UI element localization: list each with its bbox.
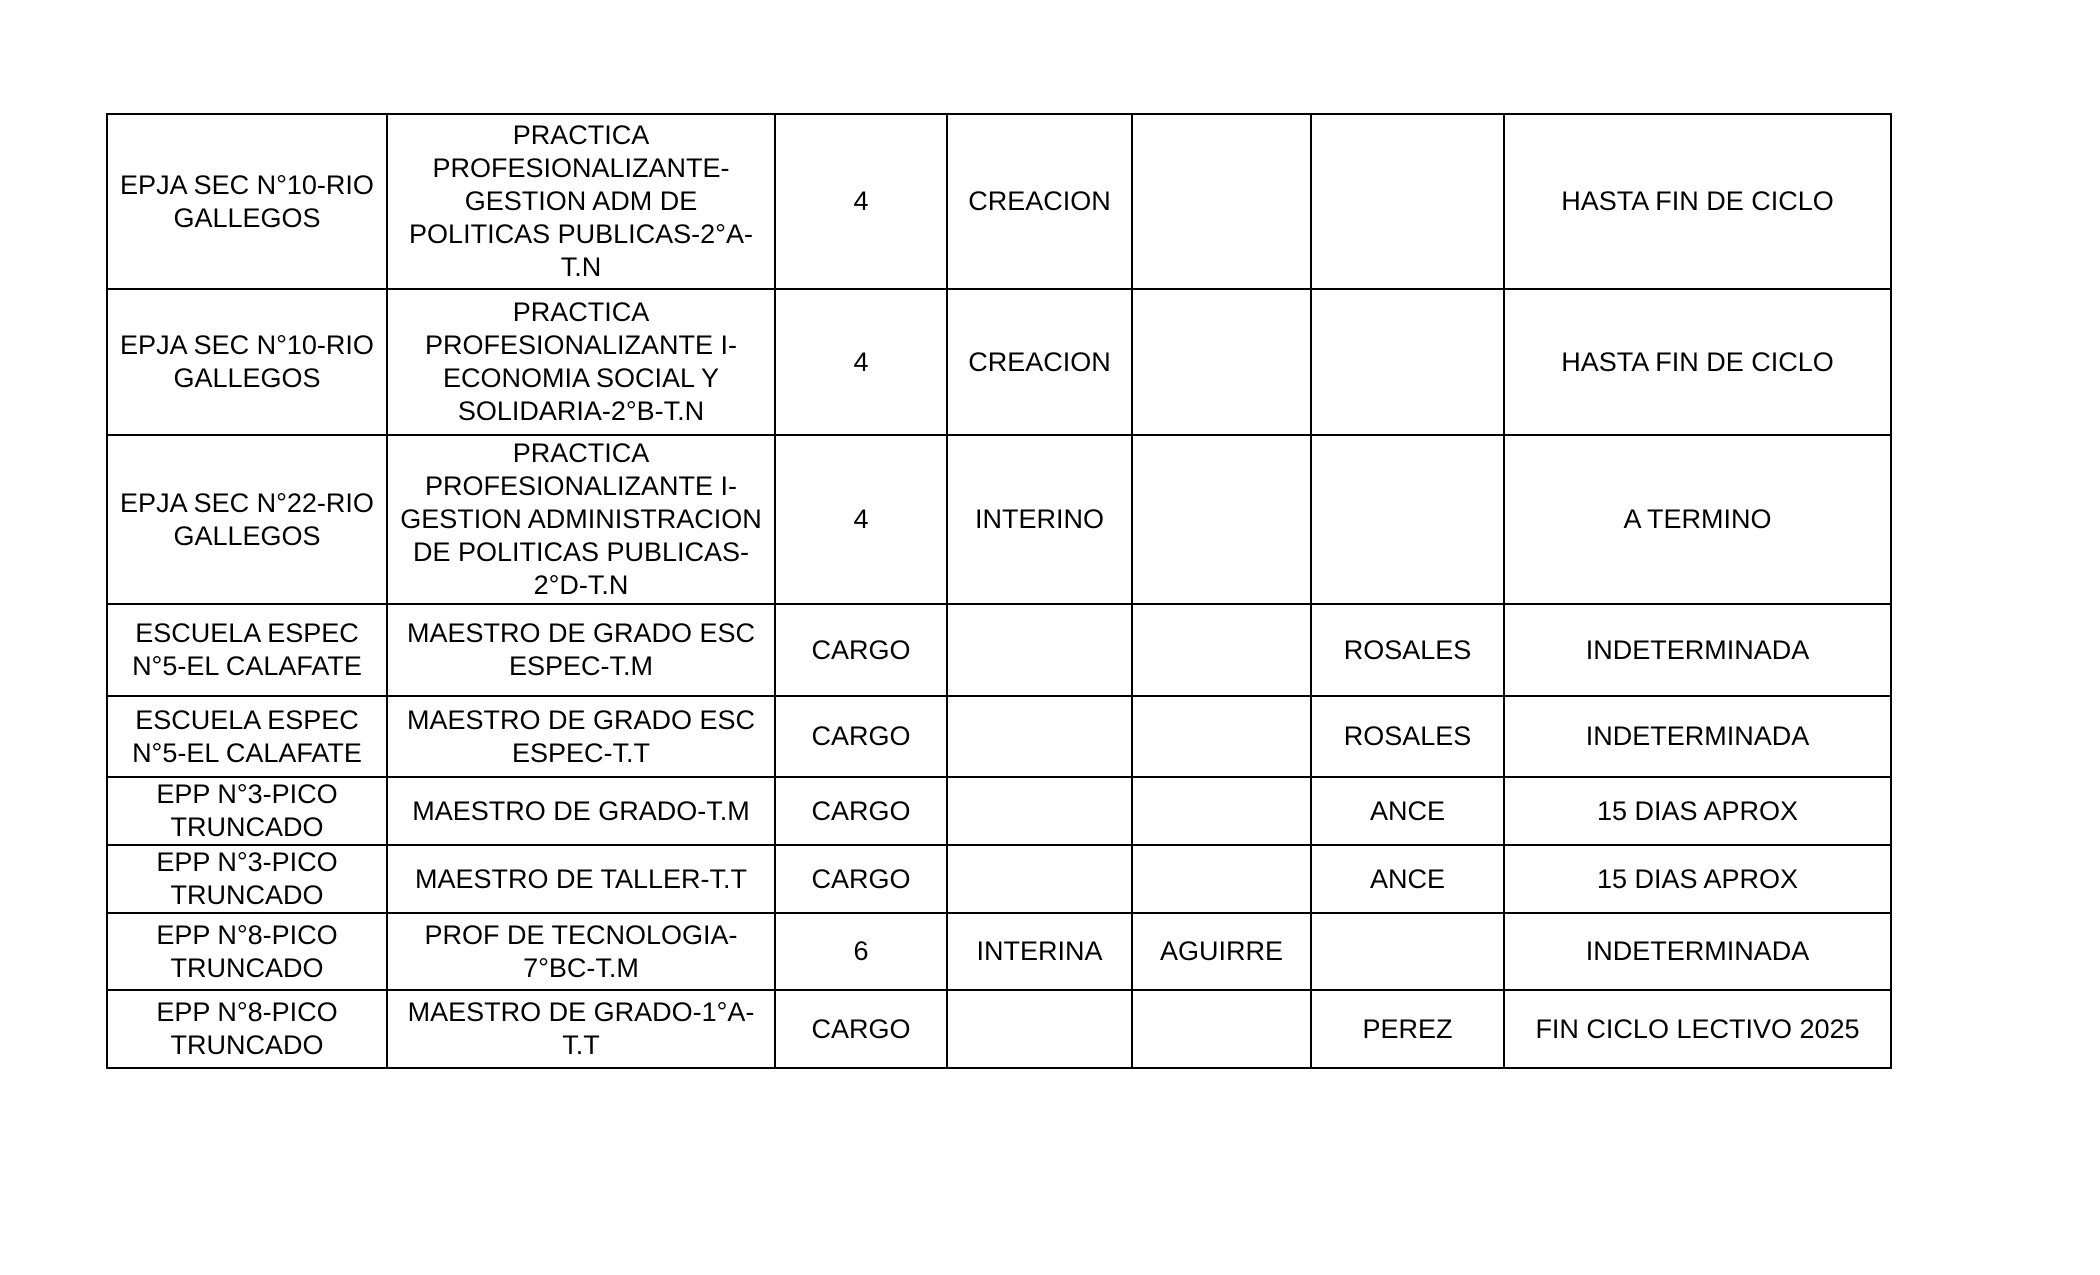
holder-cell: [1132, 845, 1311, 913]
duration-cell: HASTA FIN DE CICLO: [1504, 114, 1891, 289]
school-cell: EPJA SEC N°10-RIO GALLEGOS: [107, 114, 387, 289]
school-cell: EPJA SEC N°22-RIO GALLEGOS: [107, 435, 387, 604]
substitute-cell: PEREZ: [1311, 990, 1504, 1068]
subject-cell: MAESTRO DE GRADO-1°A-T.T: [387, 990, 775, 1068]
status-cell: CREACION: [947, 114, 1132, 289]
hours-cell: 4: [775, 289, 947, 435]
duration-cell: A TERMINO: [1504, 435, 1891, 604]
subject-cell: PRACTICA PROFESIONALIZANTE I-ECONOMIA SOCIAL Y SOLIDARIA-2°B-T.N: [387, 289, 775, 435]
hours-cell: 4: [775, 435, 947, 604]
table-row: [107, 696, 1891, 777]
table-row: [107, 435, 1891, 604]
subject-cell: PRACTICA PROFESIONALIZANTE I-GESTION ADMINISTRACION DE POLITICAS PUBLICAS-2°D-T.N: [387, 435, 775, 604]
subject-cell: PROF DE TECNOLOGIA-7°BC-T.M: [387, 913, 775, 990]
substitute-cell: [1311, 913, 1504, 990]
substitute-cell: ROSALES: [1311, 696, 1504, 777]
duration-cell: 15 DIAS APROX: [1504, 777, 1891, 845]
school-cell: EPP N°8-PICO TRUNCADO: [107, 913, 387, 990]
subject-cell: MAESTRO DE GRADO ESC ESPEC-T.T: [387, 696, 775, 777]
status-cell: INTERINO: [947, 435, 1132, 604]
status-cell: CREACION: [947, 289, 1132, 435]
holder-cell: [1132, 289, 1311, 435]
hours-cell: CARGO: [775, 777, 947, 845]
duration-cell: 15 DIAS APROX: [1504, 845, 1891, 913]
substitute-cell: [1311, 114, 1504, 289]
status-cell: [947, 777, 1132, 845]
hours-cell: CARGO: [775, 604, 947, 696]
table-row: [107, 845, 1891, 913]
status-cell: [947, 845, 1132, 913]
subject-cell: MAESTRO DE GRADO ESC ESPEC-T.M: [387, 604, 775, 696]
substitute-cell: [1311, 435, 1504, 604]
hours-cell: CARGO: [775, 845, 947, 913]
substitute-cell: ANCE: [1311, 845, 1504, 913]
hours-cell: 4: [775, 114, 947, 289]
status-cell: [947, 604, 1132, 696]
school-cell: ESCUELA ESPEC N°5-EL CALAFATE: [107, 696, 387, 777]
status-cell: INTERINA: [947, 913, 1132, 990]
subject-cell: MAESTRO DE TALLER-T.T: [387, 845, 775, 913]
duration-cell: INDETERMINADA: [1504, 696, 1891, 777]
status-cell: [947, 696, 1132, 777]
holder-cell: [1132, 990, 1311, 1068]
duration-cell: INDETERMINADA: [1504, 913, 1891, 990]
vacancy-table: [106, 113, 1892, 1069]
school-cell: EPP N°3-PICO TRUNCADO: [107, 845, 387, 913]
subject-cell: PRACTICA PROFESIONALIZANTE-GESTION ADM DE POLITICAS PUBLICAS-2°A-T.N: [387, 114, 775, 289]
hours-cell: 6: [775, 913, 947, 990]
table-row: [107, 913, 1891, 990]
holder-cell: [1132, 435, 1311, 604]
holder-cell: [1132, 777, 1311, 845]
school-cell: EPP N°3-PICO TRUNCADO: [107, 777, 387, 845]
holder-cell: [1132, 604, 1311, 696]
duration-cell: HASTA FIN DE CICLO: [1504, 289, 1891, 435]
substitute-cell: ANCE: [1311, 777, 1504, 845]
substitute-cell: ROSALES: [1311, 604, 1504, 696]
table-row: [107, 114, 1891, 289]
duration-cell: FIN CICLO LECTIVO 2025: [1504, 990, 1891, 1068]
table-row: [107, 990, 1891, 1068]
hours-cell: CARGO: [775, 696, 947, 777]
holder-cell: [1132, 696, 1311, 777]
substitute-cell: [1311, 289, 1504, 435]
duration-cell: INDETERMINADA: [1504, 604, 1891, 696]
holder-cell: AGUIRRE: [1132, 913, 1311, 990]
school-cell: ESCUELA ESPEC N°5-EL CALAFATE: [107, 604, 387, 696]
school-cell: EPJA SEC N°10-RIO GALLEGOS: [107, 289, 387, 435]
school-cell: EPP N°8-PICO TRUNCADO: [107, 990, 387, 1068]
table-row: [107, 777, 1891, 845]
subject-cell: MAESTRO DE GRADO-T.M: [387, 777, 775, 845]
status-cell: [947, 990, 1132, 1068]
table-row: [107, 604, 1891, 696]
table-row: [107, 289, 1891, 435]
holder-cell: [1132, 114, 1311, 289]
hours-cell: CARGO: [775, 990, 947, 1068]
